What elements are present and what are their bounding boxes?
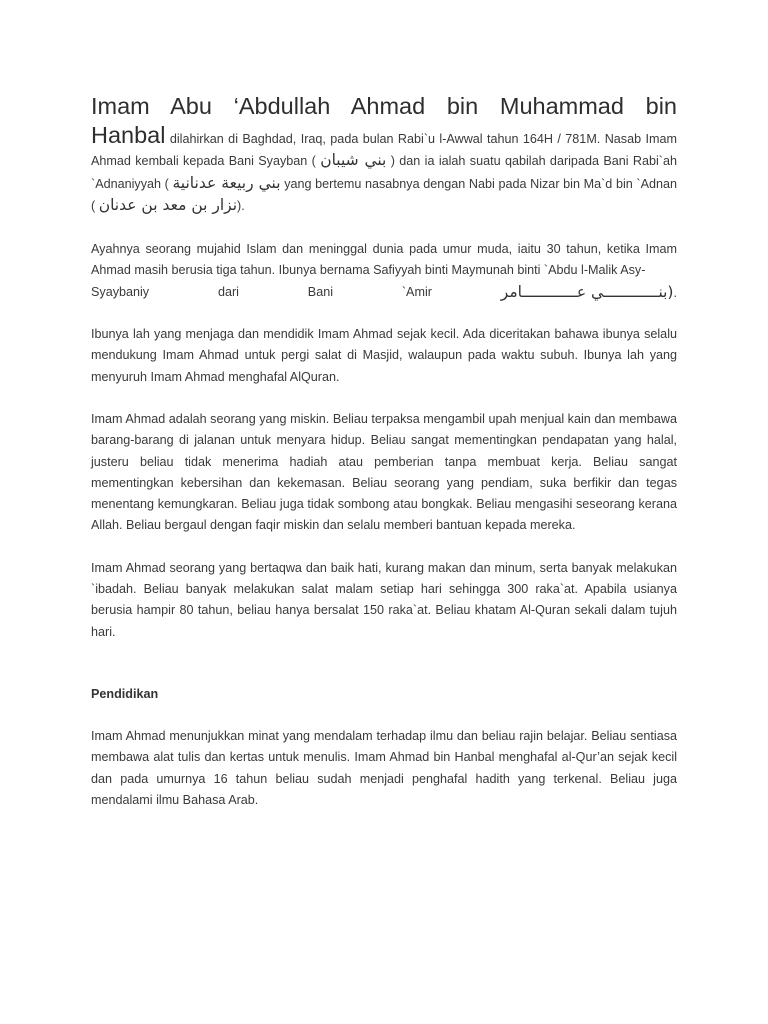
father-end: . xyxy=(673,285,677,300)
father-text: Ayahnya seorang mujahid Islam dan meninggal dunia pada umur muda, iaitu 30 tahun, ketika Imam Ahmad masih berusia tiga tahun. Ibunya bernama Safiyyah binti Maymunah binti `Abdu l-Malik Asy- xyxy=(91,242,677,278)
intro-title-word: Hanbal xyxy=(91,122,166,148)
father-word-3: Bani xyxy=(307,284,334,299)
arabic-bani-amir: (بنــــــــــــي عــــــــــــامر xyxy=(500,282,674,301)
arabic-bani-rabiah: بني ربيعة عدنانية xyxy=(172,173,281,192)
intro-title-line: Imam Abu ‘Abdullah Ahmad bin Muhammad bin xyxy=(91,93,677,119)
paragraph-father xyxy=(91,239,677,304)
father-word-1: Syaybaniy xyxy=(91,284,150,299)
intro-text-2: ) dan ia ialah suatu qabilah daripada Bani Rabi`ah `Adnaniyyah ( xyxy=(91,154,677,191)
paragraph-education: Imam Ahmad menunjukkan minat yang mendalam terhadap ilmu dan beliau rajin belajar. Beliau sentiasa membawa alat tulis dan kertas untuk menulis. Imam Ahmad bin Hanbal menghafal al-Qur’an sejak kecil dan pada umurnya 16 tahun beliau sudah menjadi penghafal hadith yang terkenal. Beliau juga mendalami ilmu Bahasa Arab. xyxy=(91,728,677,807)
heading-pendidikan: Pendidikan xyxy=(91,686,159,701)
father-word-4: `Amir xyxy=(401,284,432,299)
intro-text-3: yang bertemu nasabnya dengan Nabi pada Nizar bin Ma`d bin `Adnan ( xyxy=(91,176,677,213)
intro-text-4: ). xyxy=(237,198,245,213)
paragraph-character: Imam Ahmad adalah seorang yang miskin. Beliau terpaksa mengambil upah menjual kain dan membawa barang-barang di jalanan untuk menyara hidup. Beliau sangat mementingkan pendapatan yang halal, justeru beliau tidak menerima hadiah atau pemberian tanpa membuat kerja. Beliau sangat mementingkan kebersihan dan kekemasan. Beliau seorang yang pendiam, suka berfikir dan tegas menentang kemungkaran. Beliau juga tidak sombong atau bongkak. Beliau mengasihi seseorang kerana Allah. Beliau bergaul dengan faqir miskin dan selalu memberi bantuan kepada mereka. xyxy=(91,411,677,533)
paragraph-mother: Ibunya lah yang menjaga dan mendidik Imam Ahmad sejak kecil. Ada diceritakan bahawa ibunya selalu mendukung Imam Ahmad untuk pergi salat di Masjid, walaupun pada waktu subuh. Ibunya lah yang menyuruh Imam Ahmad menghafal AlQuran. xyxy=(91,327,677,384)
paragraph-intro xyxy=(91,92,677,217)
document-body xyxy=(91,92,677,811)
arabic-nizar: نزار بن معد بن عدنان xyxy=(98,195,238,214)
paragraph-worship: Imam Ahmad seorang yang bertaqwa dan baik hati, kurang makan dan minum, serta banyak melakukan `ibadah. Beliau banyak melakukan salat malam setiap hari sehingga 300 raka`at. Apabila usianya berusia hampir 80 tahun, beliau hanya bersalat 150 raka`at. Beliau khatam Al-Quran sekali dalam tujuh hari. xyxy=(91,560,677,639)
intro-text-1: dilahirkan di Baghdad, Iraq, pada bulan Rabi`u l-Awwal tahun 164H / 781M. Nasab Imam Ahmad kembali kepada Bani Syayban ( xyxy=(91,132,677,169)
father-word-2: dari xyxy=(217,284,239,299)
arabic-bani-syayban: بني شيبان xyxy=(320,151,387,170)
father-last-line xyxy=(91,282,677,304)
